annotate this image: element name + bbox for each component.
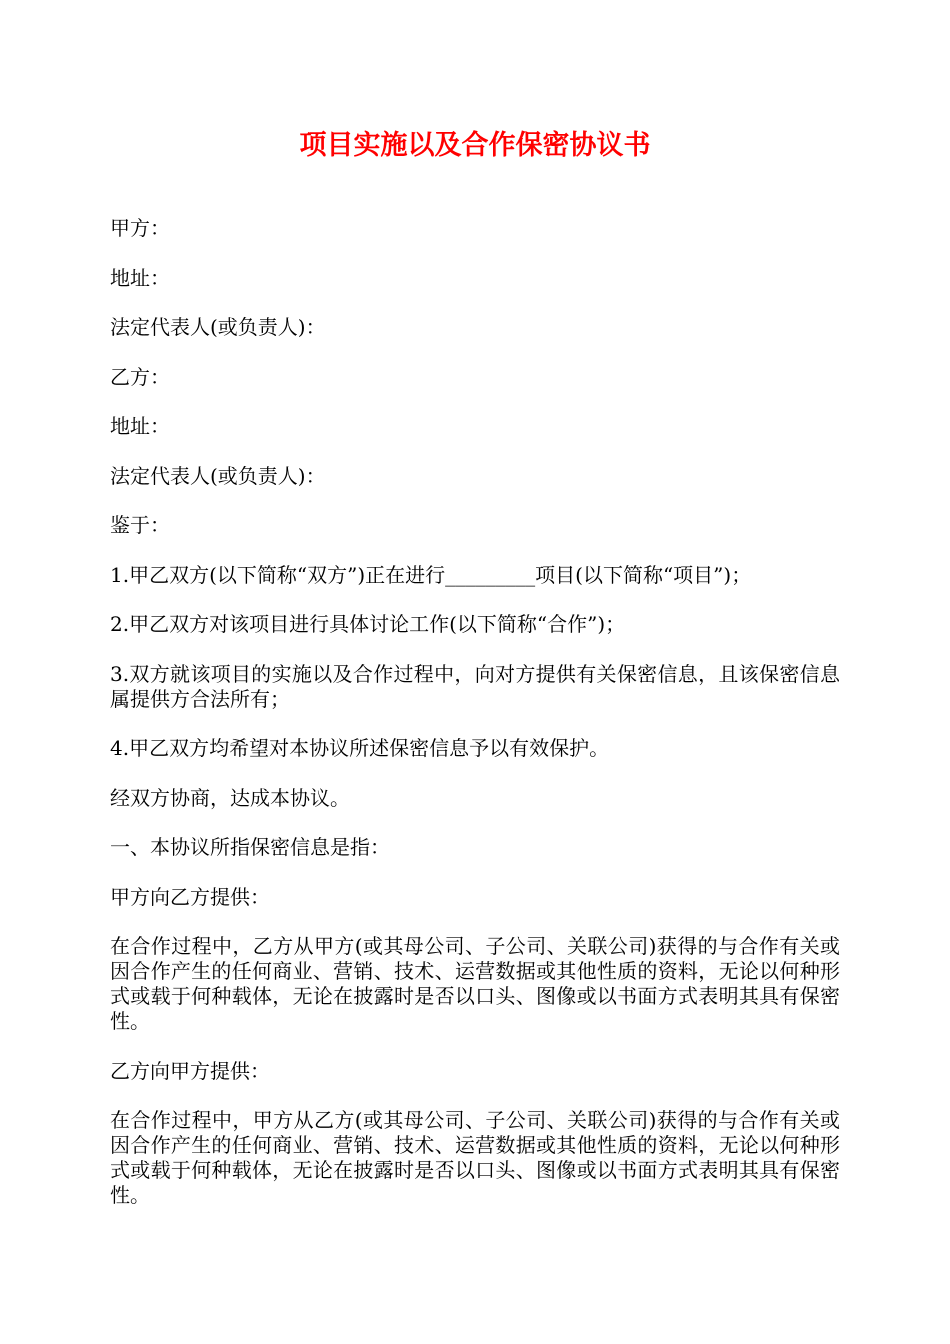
party-a-label: 甲方：: [110, 216, 170, 240]
party-b-address-label: 地址：: [110, 414, 170, 438]
party-b-representative-label: 法定代表人(或负责人)：: [110, 463, 326, 488]
party-a-representative-label: 法定代表人(或负责人)：: [110, 315, 326, 339]
whereas-heading: 鉴于：: [110, 513, 170, 537]
party-b-provides-text: 在合作过程中，甲方从乙方(或其母公司、子公司、关联公司)获得的与合作有关或因合作产生的任何商业、营销、技术、运营数据或其他性质的资料，无论以何种形式或载于何种载体，无论在披露时是否以口头、图像或以书面方式表明其具有保密性。: [110, 1108, 840, 1207]
recital-4: 4.甲乙双方均希望对本协议所述保密信息予以有效保护。: [110, 736, 610, 760]
party-a-provides-heading: 甲方向乙方提供：: [110, 884, 270, 909]
party-b-provides-heading: 乙方向甲方提供：: [110, 1058, 270, 1083]
party-a-address-label: 地址：: [110, 265, 170, 290]
recital-3: 3.双方就该项目的实施以及合作过程中，向对方提供有关保密信息，且该保密信息属提供方合法所有；: [110, 661, 840, 711]
party-b-label: 乙方：: [110, 364, 170, 389]
document-title: 项目实施以及合作保密协议书: [299, 130, 651, 161]
recital-2: 2.甲乙双方对该项目进行具体讨论工作(以下简称“合作”)；: [110, 612, 626, 636]
section-1-heading: 一、本协议所指保密信息是指：: [110, 835, 390, 859]
agreement-statement: 经双方协商，达成本协议。: [110, 785, 350, 810]
document-body: [110, 216, 840, 1233]
recital-1: 1.甲乙双方(以下简称“双方”)正在进行_________项目(以下简称“项目”)；: [110, 562, 752, 587]
party-a-provides-text: 在合作过程中，乙方从甲方(或其母公司、子公司、关联公司)获得的与合作有关或因合作产生的任何商业、营销、技术、运营数据或其他性质的资料，无论以何种形式或载于何种载体，无论在披露时是否以口头、图像或以书面方式表明其具有保密性。: [110, 934, 840, 1033]
